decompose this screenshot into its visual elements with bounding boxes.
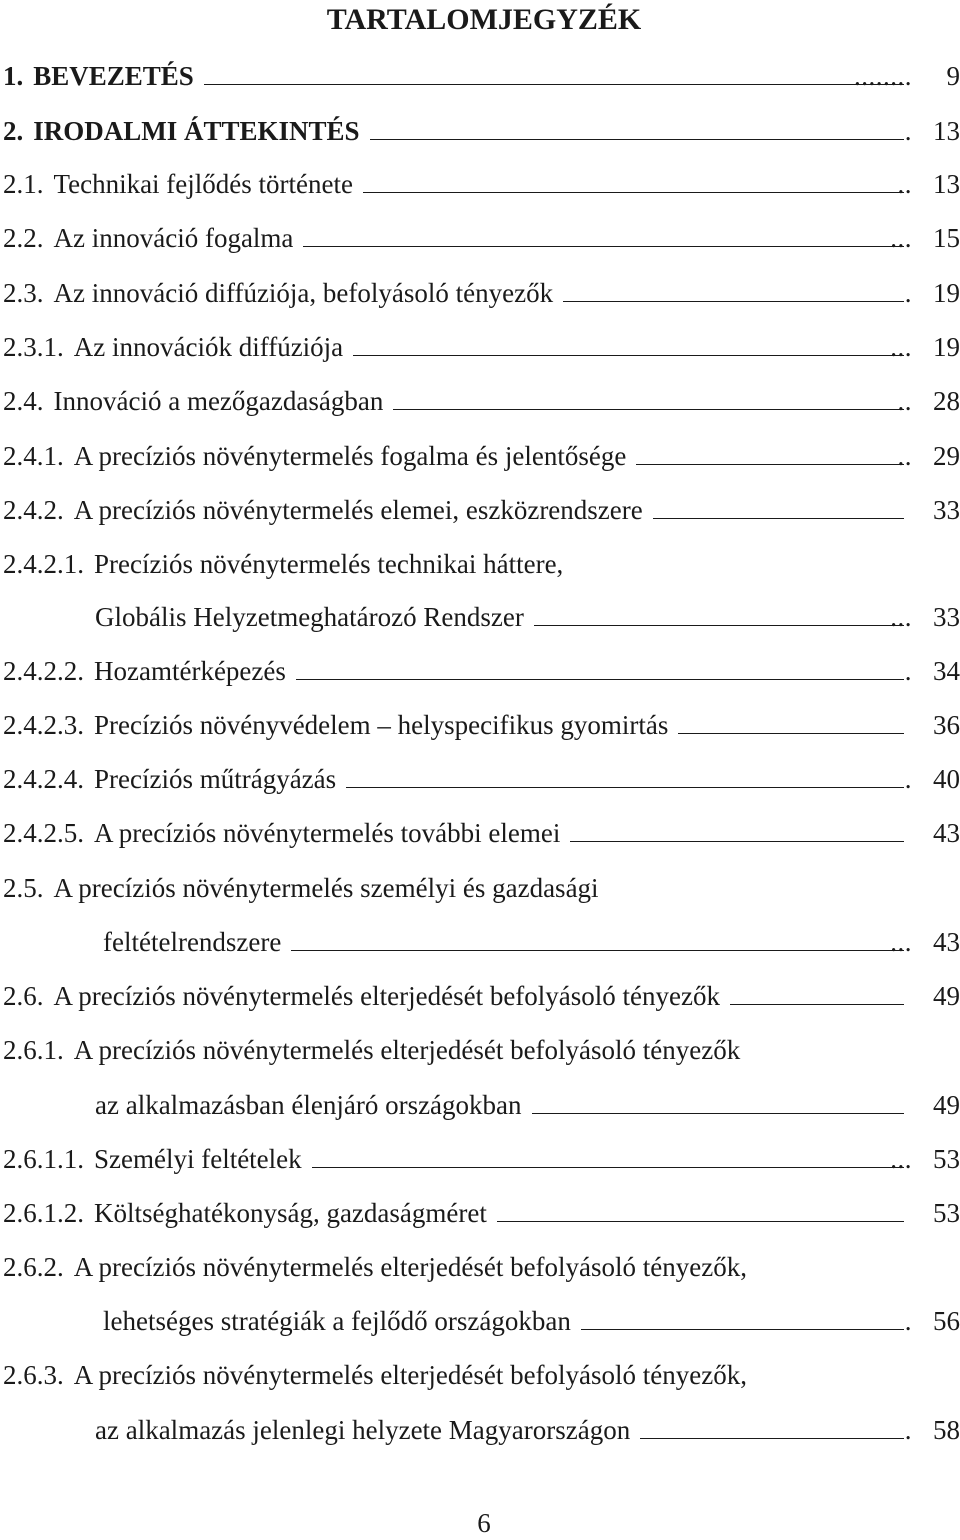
toc-entry-title: Innováció a mezőgazdaságban xyxy=(53,386,384,416)
toc-entry-leader xyxy=(296,651,912,691)
toc-entry-title: BEVEZETÉS xyxy=(33,61,194,91)
toc-entry-page: 49 xyxy=(933,981,960,1011)
toc-entry-leader-dots: .. xyxy=(897,386,912,416)
toc-entry-title: az alkalmazásban élenjáró országokban xyxy=(95,1090,522,1120)
toc-entry-leader-dots: ... xyxy=(890,332,912,362)
toc-entry[interactable] xyxy=(0,327,960,367)
toc-entry-leader-dots: . xyxy=(904,116,912,146)
toc-entry-number: 2.4.2.4. xyxy=(3,764,84,794)
toc-entry-leader-dots: ........ xyxy=(854,61,912,91)
toc-entry[interactable] xyxy=(0,1410,960,1450)
toc-entry-leader xyxy=(636,436,912,476)
toc-entry[interactable] xyxy=(0,436,960,476)
toc-entry-number: 2.4.2.1. xyxy=(3,549,84,579)
toc-entry-leader xyxy=(346,759,912,799)
toc-entry-number: 2.2. xyxy=(3,223,44,253)
toc-entry[interactable] xyxy=(0,1139,960,1179)
toc-entry-title: A precíziós növénytermelés további elemei xyxy=(94,818,561,848)
toc-entry-title: A precíziós növénytermelés fogalma és jelentősége xyxy=(73,441,627,471)
toc-entry-page: 36 xyxy=(933,710,960,740)
toc-entry-leader-dots: .. xyxy=(897,169,912,199)
toc-entry-leader xyxy=(563,273,912,313)
toc-entry[interactable] xyxy=(0,597,960,637)
toc-entry-title: Költséghatékonyság, gazdaságméret xyxy=(94,1198,487,1228)
toc-entry-leader xyxy=(730,976,912,1016)
toc-entry-leader-dots: . xyxy=(904,1306,912,1336)
toc-entry-leader xyxy=(363,164,912,204)
toc-entry[interactable] xyxy=(0,164,960,204)
toc-entry[interactable] xyxy=(0,218,960,258)
toc-entry[interactable] xyxy=(0,922,960,962)
toc-entry[interactable] xyxy=(0,544,960,584)
toc-entry-leader xyxy=(653,490,912,530)
toc-entry[interactable] xyxy=(0,1355,960,1395)
toc-entry-page: 34 xyxy=(933,656,960,686)
toc-entry-leader-dots: ... xyxy=(890,223,912,253)
toc-entry-number: 2.4.2.3. xyxy=(3,710,84,740)
toc-entry-page: 29 xyxy=(933,441,960,471)
toc-entry-title: A precíziós növénytermelés elterjedését befolyásoló tényezők xyxy=(53,981,720,1011)
toc-entry-page: 56 xyxy=(933,1306,960,1336)
toc-entry-leader-dots: . xyxy=(904,278,912,308)
toc-entry[interactable] xyxy=(0,1247,960,1287)
toc-entry[interactable] xyxy=(0,1301,960,1341)
toc-entry-number: 2.4. xyxy=(3,386,44,416)
toc-entry-page: 43 xyxy=(933,818,960,848)
toc-entry-page: 19 xyxy=(933,278,960,308)
toc-entry-number: 1. xyxy=(3,61,24,91)
toc-entry-page: 19 xyxy=(933,332,960,362)
toc-entry-leader-dots: . xyxy=(904,656,912,686)
toc-entry-number: 2.1. xyxy=(3,169,44,199)
toc-entry-leader xyxy=(581,1301,912,1341)
toc-entry-page: 40 xyxy=(933,764,960,794)
toc-entry[interactable] xyxy=(0,56,960,96)
toc-entry-title: Az innovációk diffúziója xyxy=(73,332,344,362)
toc-entry-page: 49 xyxy=(933,1090,960,1120)
toc-entry-leader xyxy=(393,381,912,421)
toc-entry-leader-dots: . xyxy=(904,1415,912,1445)
toc-entry-title: Az innováció fogalma xyxy=(53,223,294,253)
toc-entry-title: Precíziós növényvédelem – helyspecifikus gyomirtás xyxy=(94,710,669,740)
toc-entry[interactable] xyxy=(0,705,960,745)
toc-entry[interactable] xyxy=(0,759,960,799)
toc-entry-leader xyxy=(291,922,912,962)
toc-entry-leader xyxy=(353,327,912,367)
toc-entry[interactable] xyxy=(0,651,960,691)
toc-entry-title: feltételrendszere xyxy=(103,927,282,957)
toc-entry-title: Precíziós műtrágyázás xyxy=(94,764,337,794)
toc-entry-title: Az innováció diffúziója, befolyásoló tényezők xyxy=(53,278,554,308)
toc-entry-number: 2.4.1. xyxy=(3,441,64,471)
toc-entry-title: A precíziós növénytermelés elterjedését befolyásoló tényezők, xyxy=(73,1252,747,1282)
toc-entry[interactable] xyxy=(0,273,960,313)
toc-entry-number: 2.6.1. xyxy=(3,1035,64,1065)
toc-entry-page: 13 xyxy=(933,169,960,199)
toc-entry-title: A precíziós növénytermelés elemei, eszközrendszere xyxy=(73,495,643,525)
toc-entry-number: 2.3.1. xyxy=(3,332,64,362)
toc-entry-number: 2.6.3. xyxy=(3,1360,64,1390)
toc-entry[interactable] xyxy=(0,1085,960,1125)
toc-entry-page: 33 xyxy=(933,495,960,525)
toc-entry-title: Technikai fejlődés története xyxy=(53,169,353,199)
toc-entry-page: 33 xyxy=(933,602,960,632)
toc-entry[interactable] xyxy=(0,1193,960,1233)
toc-entry-page: 53 xyxy=(933,1144,960,1174)
toc-entry-title: lehetséges stratégiák a fejlődő országokban xyxy=(103,1306,571,1336)
toc-entry-title: Precíziós növénytermelés technikai háttere, xyxy=(94,549,564,579)
toc-entry-page: 43 xyxy=(933,927,960,957)
toc-entry-leader xyxy=(303,218,912,258)
toc-entry-page: 28 xyxy=(933,386,960,416)
toc-entry-leader xyxy=(312,1139,912,1179)
toc-entry-title: Hozamtérképezés xyxy=(94,656,286,686)
toc-entry-page: 58 xyxy=(933,1415,960,1445)
toc-entry-number: 2.6.1.2. xyxy=(3,1198,84,1228)
toc-entry-leader xyxy=(534,597,912,637)
toc-entry-leader-dots: .. xyxy=(897,441,912,471)
toc-entry-leader-dots: . xyxy=(904,764,912,794)
toc-entry-leader xyxy=(497,1193,912,1233)
toc-entry-leader-dots: ... xyxy=(890,927,912,957)
toc-entry-number: 2.5. xyxy=(3,873,44,903)
toc-entry-number: 2.6.1.1. xyxy=(3,1144,84,1174)
toc-entry-page: 53 xyxy=(933,1198,960,1228)
toc-entry-title: A precíziós növénytermelés elterjedését befolyásoló tényezők xyxy=(73,1035,741,1065)
toc-entry[interactable] xyxy=(0,1030,960,1070)
toc-entry-page: 9 xyxy=(946,61,960,91)
toc-entry-leader xyxy=(370,111,912,151)
toc-entry-title: IRODALMI ÁTTEKINTÉS xyxy=(33,116,360,146)
toc-entry-title: Globális Helyzetmeghatározó Rendszer xyxy=(95,602,524,632)
toc-entry[interactable] xyxy=(0,381,960,421)
toc-entry-number: 2.4.2. xyxy=(3,495,64,525)
toc-title: TARTALOMJEGYZÉK xyxy=(326,3,642,36)
toc-entry[interactable] xyxy=(0,111,960,151)
toc-entry[interactable] xyxy=(0,976,960,1016)
toc-entry-leader xyxy=(640,1410,912,1450)
toc-entry-number: 2. xyxy=(3,116,24,146)
toc-entry-leader xyxy=(532,1085,912,1125)
toc-entry-leader xyxy=(570,813,912,853)
toc-entry-page: 15 xyxy=(933,223,960,253)
toc-entry-title: A precíziós növénytermelés személyi és gazdasági xyxy=(53,873,599,903)
toc-entry-number: 2.4.2.2. xyxy=(3,656,84,686)
toc-entry-title: Személyi feltételek xyxy=(94,1144,302,1174)
toc-entry-title: A precíziós növénytermelés elterjedését befolyásoló tényezők, xyxy=(73,1360,747,1390)
toc-entry-leader xyxy=(678,705,912,745)
toc-entry-title: az alkalmazás jelenlegi helyzete Magyarországon xyxy=(95,1415,631,1445)
toc-entry-leader xyxy=(204,56,912,96)
toc-entry[interactable] xyxy=(0,490,960,530)
toc-entry-page: 13 xyxy=(933,116,960,146)
toc-entry-number: 2.6.2. xyxy=(3,1252,64,1282)
toc-entry-leader-dots: ... xyxy=(890,602,912,632)
page-number: 6 xyxy=(477,1508,491,1538)
toc-entry-number: 2.3. xyxy=(3,278,44,308)
toc-entry-leader-dots: ... xyxy=(890,1144,912,1174)
toc-entry-number: 2.4.2.5. xyxy=(3,818,84,848)
toc-entry[interactable] xyxy=(0,813,960,853)
toc-entry-number: 2.6. xyxy=(3,981,44,1011)
toc-entry[interactable] xyxy=(0,868,960,908)
